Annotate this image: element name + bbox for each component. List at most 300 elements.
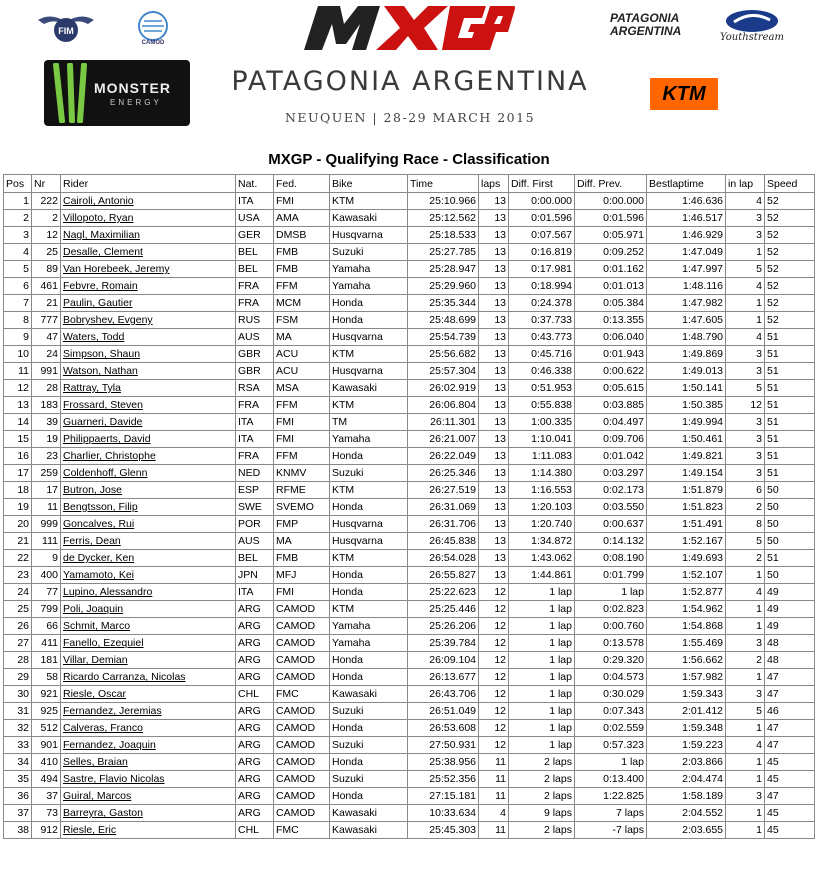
cell-in-lap: 1 (726, 618, 765, 635)
table-row (4, 737, 815, 754)
cell-in-lap: 12 (726, 397, 765, 414)
cell-nr: 991 (32, 363, 61, 380)
rider-link[interactable]: Simpson, Shaun (61, 346, 236, 363)
cell-pos: 38 (4, 822, 32, 839)
cell-fed: FMB (274, 550, 330, 567)
cell-diff-first: 1 lap (509, 652, 575, 669)
cell-bike: Honda (330, 312, 408, 329)
cell-in-lap: 1 (726, 295, 765, 312)
cell-laps: 13 (479, 533, 509, 550)
table-row (4, 227, 815, 244)
cell-nr: 66 (32, 618, 61, 635)
cell-time: 25:35.344 (408, 295, 479, 312)
ktm-logo-text: KTM (662, 83, 706, 105)
cell-diff-prev: 0:03.297 (575, 465, 647, 482)
cell-diff-prev: 0:02.823 (575, 601, 647, 618)
table-row (4, 550, 815, 567)
cell-fed: CAMOD (274, 771, 330, 788)
cell-bestlaptime: 1:49.013 (647, 363, 726, 380)
cell-pos: 11 (4, 363, 32, 380)
cell-nr: 181 (32, 652, 61, 669)
table-row (4, 346, 815, 363)
cell-time: 25:12.562 (408, 210, 479, 227)
cell-pos: 4 (4, 244, 32, 261)
cell-in-lap: 1 (726, 822, 765, 839)
cell-nr: 410 (32, 754, 61, 771)
cell-diff-first: 0:01.596 (509, 210, 575, 227)
rider-link[interactable]: Villar, Demian (61, 652, 236, 669)
table-row (4, 499, 815, 516)
cell-bike: Honda (330, 669, 408, 686)
cell-laps: 12 (479, 669, 509, 686)
cell-laps: 4 (479, 805, 509, 822)
cell-nr: 21 (32, 295, 61, 312)
cell-nr: 512 (32, 720, 61, 737)
cell-nr: 58 (32, 669, 61, 686)
column-header-bestlaptime: Bestlaptime (647, 175, 726, 193)
rider-link[interactable]: Sastre, Flavio Nicolas (61, 771, 236, 788)
rider-link[interactable]: Villopoto, Ryan (61, 210, 236, 227)
cell-speed: 51 (765, 448, 815, 465)
cell-in-lap: 6 (726, 482, 765, 499)
cell-speed: 50 (765, 533, 815, 550)
cell-nat: ITA (236, 193, 274, 210)
table-row (4, 261, 815, 278)
rider-link[interactable]: Riesle, Eric (61, 822, 236, 839)
rider-link[interactable]: Cairoli, Antonio (61, 193, 236, 210)
cell-diff-first: 1:11.083 (509, 448, 575, 465)
rider-link[interactable]: Bengtsson, Filip (61, 499, 236, 516)
camod-logo-icon (128, 10, 178, 50)
cell-bike: Husqvarna (330, 227, 408, 244)
rider-link[interactable]: Charlier, Christophe (61, 448, 236, 465)
rider-link[interactable]: Fernandez, Jeremias (61, 703, 236, 720)
cell-nr: 77 (32, 584, 61, 601)
cell-diff-prev: 0:14.132 (575, 533, 647, 550)
cell-diff-prev: 0:01.943 (575, 346, 647, 363)
cell-bestlaptime: 1:54.868 (647, 618, 726, 635)
cell-bestlaptime: 1:59.348 (647, 720, 726, 737)
rider-link[interactable]: Bobryshev, Evgeny (61, 312, 236, 329)
cell-nr: 28 (32, 380, 61, 397)
cell-pos: 1 (4, 193, 32, 210)
cell-laps: 13 (479, 346, 509, 363)
cell-bike: Honda (330, 754, 408, 771)
cell-in-lap: 3 (726, 210, 765, 227)
cell-laps: 13 (479, 550, 509, 567)
cell-nr: 25 (32, 244, 61, 261)
cell-in-lap: 4 (726, 193, 765, 210)
cell-laps: 12 (479, 720, 509, 737)
cell-nat: ARG (236, 754, 274, 771)
cell-nat: ARG (236, 720, 274, 737)
cell-time: 25:57.304 (408, 363, 479, 380)
cell-pos: 26 (4, 618, 32, 635)
table-row (4, 329, 815, 346)
rider-link[interactable]: Ferris, Dean (61, 533, 236, 550)
cell-bestlaptime: 1:50.141 (647, 380, 726, 397)
cell-fed: MCM (274, 295, 330, 312)
rider-link[interactable]: Riesle, Oscar (61, 686, 236, 703)
rider-link[interactable]: Guarneri, Davide (61, 414, 236, 431)
cell-fed: CAMOD (274, 788, 330, 805)
cell-diff-first: 9 laps (509, 805, 575, 822)
cell-bestlaptime: 1:52.877 (647, 584, 726, 601)
rider-link[interactable]: Selles, Braian (61, 754, 236, 771)
cell-in-lap: 1 (726, 601, 765, 618)
cell-diff-first: 2 laps (509, 788, 575, 805)
race-title: MXGP - Qualifying Race - Classification (268, 151, 550, 168)
cell-bike: Yamaha (330, 278, 408, 295)
cell-pos: 30 (4, 686, 32, 703)
table-row (4, 482, 815, 499)
cell-nr: 111 (32, 533, 61, 550)
cell-bestlaptime: 1:47.997 (647, 261, 726, 278)
event-title: PATAGONIA ARGENTINA (231, 66, 589, 97)
cell-bike: Honda (330, 448, 408, 465)
cell-time: 26:45.838 (408, 533, 479, 550)
cell-time: 26:13.677 (408, 669, 479, 686)
cell-bestlaptime: 2:03.866 (647, 754, 726, 771)
cell-speed: 47 (765, 737, 815, 754)
cell-nat: SWE (236, 499, 274, 516)
cell-diff-first: 0:24.378 (509, 295, 575, 312)
cell-bestlaptime: 1:58.189 (647, 788, 726, 805)
monster-energy-logo (44, 60, 190, 126)
cell-diff-first: 1 lap (509, 686, 575, 703)
cell-speed: 47 (765, 720, 815, 737)
cell-in-lap: 2 (726, 499, 765, 516)
table-row (4, 193, 815, 210)
cell-diff-prev: 1 lap (575, 754, 647, 771)
cell-time: 26:22.049 (408, 448, 479, 465)
cell-bike: KTM (330, 346, 408, 363)
cell-nat: CHL (236, 686, 274, 703)
cell-diff-first: 0:43.773 (509, 329, 575, 346)
cell-diff-first: 1 lap (509, 584, 575, 601)
cell-diff-prev: 0:04.497 (575, 414, 647, 431)
cell-pos: 23 (4, 567, 32, 584)
cell-fed: FMI (274, 431, 330, 448)
cell-time: 25:45.303 (408, 822, 479, 839)
cell-diff-first: 2 laps (509, 771, 575, 788)
cell-diff-first: 0:51.953 (509, 380, 575, 397)
cell-in-lap: 3 (726, 414, 765, 431)
cell-diff-prev: 0:01.013 (575, 278, 647, 295)
cell-bike: Yamaha (330, 431, 408, 448)
cell-bike: Honda (330, 567, 408, 584)
cell-in-lap: 2 (726, 652, 765, 669)
cell-bestlaptime: 2:04.552 (647, 805, 726, 822)
cell-nat: ARG (236, 601, 274, 618)
cell-nat: ARG (236, 737, 274, 754)
rider-link[interactable]: Paulin, Gautier (61, 295, 236, 312)
cell-laps: 13 (479, 397, 509, 414)
cell-nat: ITA (236, 414, 274, 431)
rider-link[interactable]: de Dycker, Ken (61, 550, 236, 567)
cell-nr: 999 (32, 516, 61, 533)
column-header-nat: Nat. (236, 175, 274, 193)
cell-pos: 2 (4, 210, 32, 227)
table-row (4, 652, 815, 669)
cell-speed: 45 (765, 771, 815, 788)
cell-pos: 7 (4, 295, 32, 312)
cell-in-lap: 3 (726, 346, 765, 363)
cell-in-lap: 3 (726, 465, 765, 482)
cell-time: 26:09.104 (408, 652, 479, 669)
cell-nr: 912 (32, 822, 61, 839)
cell-speed: 49 (765, 584, 815, 601)
rider-link[interactable]: Philippaerts, David (61, 431, 236, 448)
cell-nr: 411 (32, 635, 61, 652)
cell-diff-prev: 0:05.615 (575, 380, 647, 397)
cell-pos: 17 (4, 465, 32, 482)
cell-speed: 45 (765, 822, 815, 839)
cell-laps: 13 (479, 244, 509, 261)
cell-nat: ARG (236, 669, 274, 686)
cell-in-lap: 5 (726, 703, 765, 720)
column-header-time: Time (408, 175, 479, 193)
cell-bike: Honda (330, 499, 408, 516)
cell-nat: GER (236, 227, 274, 244)
cell-diff-first: 1 lap (509, 618, 575, 635)
cell-bike: Husqvarna (330, 329, 408, 346)
cell-diff-prev: 1 lap (575, 584, 647, 601)
cell-pos: 5 (4, 261, 32, 278)
column-header-speed: Speed (765, 175, 815, 193)
rider-link[interactable]: Waters, Todd (61, 329, 236, 346)
rider-link[interactable]: Nagl, Maximilian (61, 227, 236, 244)
cell-nr: 19 (32, 431, 61, 448)
cell-pos: 21 (4, 533, 32, 550)
cell-fed: FMB (274, 261, 330, 278)
cell-nr: 17 (32, 482, 61, 499)
cell-in-lap: 2 (726, 550, 765, 567)
cell-nat: JPN (236, 567, 274, 584)
rider-link[interactable]: Schmit, Marco (61, 618, 236, 635)
fim-logo-icon (36, 10, 96, 44)
cell-bike: TM (330, 414, 408, 431)
cell-bike: Kawasaki (330, 686, 408, 703)
rider-link[interactable]: Frossard, Steven (61, 397, 236, 414)
cell-pos: 32 (4, 720, 32, 737)
cell-fed: CAMOD (274, 601, 330, 618)
cell-bestlaptime: 1:47.605 (647, 312, 726, 329)
cell-pos: 10 (4, 346, 32, 363)
cell-bestlaptime: 1:51.879 (647, 482, 726, 499)
page-header (0, 0, 818, 145)
cell-time: 25:56.682 (408, 346, 479, 363)
cell-laps: 12 (479, 703, 509, 720)
cell-nr: 259 (32, 465, 61, 482)
cell-fed: FMC (274, 822, 330, 839)
cell-nat: ARG (236, 618, 274, 635)
cell-fed: FMI (274, 584, 330, 601)
cell-nat: ITA (236, 431, 274, 448)
cell-laps: 12 (479, 686, 509, 703)
cell-nat: BEL (236, 261, 274, 278)
cell-laps: 11 (479, 771, 509, 788)
cell-bike: Yamaha (330, 635, 408, 652)
cell-nat: FRA (236, 448, 274, 465)
cell-in-lap: 5 (726, 533, 765, 550)
cell-time: 25:27.785 (408, 244, 479, 261)
cell-diff-first: 0:07.567 (509, 227, 575, 244)
cell-laps: 12 (479, 635, 509, 652)
cell-pos: 3 (4, 227, 32, 244)
rider-link[interactable]: Watson, Nathan (61, 363, 236, 380)
rider-link[interactable]: Poli, Joaquin (61, 601, 236, 618)
cell-fed: CAMOD (274, 720, 330, 737)
cell-speed: 51 (765, 550, 815, 567)
cell-fed: ACU (274, 363, 330, 380)
cell-speed: 48 (765, 652, 815, 669)
rider-link[interactable]: Coldenhoff, Glenn (61, 465, 236, 482)
cell-bestlaptime: 1:49.154 (647, 465, 726, 482)
rider-link[interactable]: Ricardo Carranza, Nicolas (61, 669, 236, 686)
cell-pos: 33 (4, 737, 32, 754)
cell-diff-prev: 0:30.029 (575, 686, 647, 703)
cell-bestlaptime: 2:04.474 (647, 771, 726, 788)
cell-nat: ARG (236, 652, 274, 669)
cell-speed: 51 (765, 414, 815, 431)
cell-speed: 50 (765, 567, 815, 584)
cell-fed: FSM (274, 312, 330, 329)
cell-bike: Kawasaki (330, 210, 408, 227)
rider-link[interactable]: Desalle, Clement (61, 244, 236, 261)
cell-fed: MA (274, 329, 330, 346)
cell-in-lap: 5 (726, 261, 765, 278)
cell-nat: ARG (236, 703, 274, 720)
rider-link[interactable]: Febvre, Romain (61, 278, 236, 295)
column-header-laps: laps (479, 175, 509, 193)
cell-bestlaptime: 1:59.223 (647, 737, 726, 754)
cell-in-lap: 3 (726, 448, 765, 465)
rider-link[interactable]: Calveras, Franco (61, 720, 236, 737)
rider-link[interactable]: Yamamoto, Kei (61, 567, 236, 584)
cell-diff-prev: 0:00.637 (575, 516, 647, 533)
cell-diff-prev: 0:09.252 (575, 244, 647, 261)
cell-fed: SVEMO (274, 499, 330, 516)
cell-bestlaptime: 1:46.636 (647, 193, 726, 210)
rider-link[interactable]: Fanello, Ezequiel (61, 635, 236, 652)
cell-nat: RSA (236, 380, 274, 397)
youthstream-logo-text: Youthstream (720, 32, 784, 43)
cell-nat: NED (236, 465, 274, 482)
rider-link[interactable]: Lupino, Alessandro (61, 584, 236, 601)
cell-time: 25:25.446 (408, 601, 479, 618)
column-header-diff-prev: Diff. Prev. (575, 175, 647, 193)
cell-pos: 13 (4, 397, 32, 414)
rider-link[interactable]: Rattray, Tyla (61, 380, 236, 397)
cell-speed: 50 (765, 516, 815, 533)
cell-diff-prev: 0:01.799 (575, 567, 647, 584)
cell-in-lap: 1 (726, 805, 765, 822)
cell-time: 25:48.699 (408, 312, 479, 329)
cell-nat: USA (236, 210, 274, 227)
cell-speed: 52 (765, 278, 815, 295)
rider-link[interactable]: Fernandez, Joaquin (61, 737, 236, 754)
rider-link[interactable]: Butron, Jose (61, 482, 236, 499)
cell-diff-prev: 0:57.323 (575, 737, 647, 754)
cell-speed: 52 (765, 227, 815, 244)
cell-laps: 13 (479, 278, 509, 295)
cell-diff-prev: 0:29.320 (575, 652, 647, 669)
cell-pos: 9 (4, 329, 32, 346)
cell-nat: ARG (236, 771, 274, 788)
cell-pos: 16 (4, 448, 32, 465)
table-row (4, 720, 815, 737)
cell-laps: 13 (479, 380, 509, 397)
cell-speed: 45 (765, 754, 815, 771)
rider-link[interactable]: Barreyra, Gaston (61, 805, 236, 822)
cell-diff-prev: 0:02.173 (575, 482, 647, 499)
cell-nat: ARG (236, 805, 274, 822)
cell-nat: FRA (236, 278, 274, 295)
cell-bestlaptime: 1:55.469 (647, 635, 726, 652)
cell-speed: 52 (765, 193, 815, 210)
table-row (4, 431, 815, 448)
table-row (4, 295, 815, 312)
cell-pos: 8 (4, 312, 32, 329)
cell-time: 26:11.301 (408, 414, 479, 431)
cell-speed: 51 (765, 363, 815, 380)
cell-bestlaptime: 1:46.929 (647, 227, 726, 244)
cell-nat: BEL (236, 244, 274, 261)
rider-link[interactable]: Van Horebeek, Jeremy (61, 261, 236, 278)
table-row (4, 363, 815, 380)
rider-link[interactable]: Guiral, Marcos (61, 788, 236, 805)
cell-speed: 51 (765, 397, 815, 414)
cell-speed: 52 (765, 312, 815, 329)
cell-fed: MA (274, 533, 330, 550)
cell-bestlaptime: 1:52.107 (647, 567, 726, 584)
cell-fed: CAMOD (274, 652, 330, 669)
table-row (4, 669, 815, 686)
cell-bestlaptime: 1:52.167 (647, 533, 726, 550)
cell-bestlaptime: 1:47.982 (647, 295, 726, 312)
cell-in-lap: 1 (726, 720, 765, 737)
cell-bestlaptime: 1:48.116 (647, 278, 726, 295)
mxgp-logo (300, 2, 516, 54)
cell-laps: 13 (479, 414, 509, 431)
cell-bike: Suzuki (330, 703, 408, 720)
cell-laps: 13 (479, 465, 509, 482)
cell-nat: BEL (236, 550, 274, 567)
cell-nr: 799 (32, 601, 61, 618)
cell-nr: 73 (32, 805, 61, 822)
cell-diff-prev: 0:03.885 (575, 397, 647, 414)
table-row (4, 618, 815, 635)
cell-laps: 13 (479, 448, 509, 465)
cell-in-lap: 3 (726, 363, 765, 380)
cell-pos: 27 (4, 635, 32, 652)
cell-speed: 52 (765, 261, 815, 278)
cell-in-lap: 8 (726, 516, 765, 533)
cell-in-lap: 4 (726, 737, 765, 754)
cell-fed: FFM (274, 397, 330, 414)
cell-pos: 24 (4, 584, 32, 601)
cell-fed: CAMOD (274, 669, 330, 686)
cell-diff-prev: 0:01.596 (575, 210, 647, 227)
rider-link[interactable]: Goncalves, Rui (61, 516, 236, 533)
cell-diff-first: 1:43.062 (509, 550, 575, 567)
cell-fed: ACU (274, 346, 330, 363)
cell-time: 25:26.206 (408, 618, 479, 635)
cell-fed: DMSB (274, 227, 330, 244)
cell-diff-prev: 0:08.190 (575, 550, 647, 567)
cell-bike: Honda (330, 652, 408, 669)
